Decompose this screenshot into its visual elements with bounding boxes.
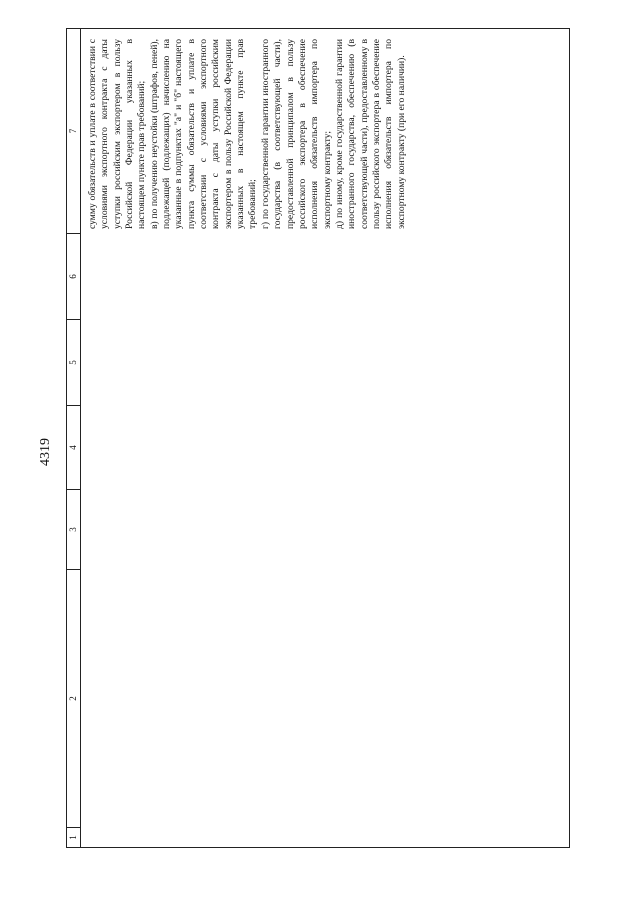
clause-d: д) по иному, кроме государственной гарантии иностранного государства, обеспечению (в соответствующей части), предоставленному в пользу российского экспортера в обеспечение исполнения обязательств импортера по экспортному контракту (при его наличии).	[333, 39, 407, 229]
clause-g: г) по государственной гарантии иностранного государства (в соответствующей части), предоставленной принципалом в пользу российского экспортера в обеспечение исполнения обязательств импортера по экспортному контракту;	[259, 39, 333, 229]
page-number: 4319	[38, 438, 53, 466]
column-header-1: 1	[67, 827, 80, 847]
column-header-3: 3	[67, 489, 80, 569]
column-header-4: 4	[67, 405, 80, 489]
clause-v: в) по получению неустойки (штрафов, пеней), подлежащей (подлежащих) начислению на указанные в подпунктах "а" и "б" настоящего пункта суммы обязательств и уплате в соответствии с условиями экспортного контракта с даты уступки российским экспортером в пользу Российской Федерации указанных в настоящем пункте прав требований;	[148, 39, 259, 229]
column-header-2: 2	[67, 569, 80, 827]
table-header-row	[67, 29, 81, 847]
data-table	[66, 28, 570, 848]
column-header-6: 6	[67, 233, 80, 319]
clause-continuation: сумму обязательств и уплате в соответствии с условиями экспортного контракта с даты уступки российским экспортером в пользу Российской Федерации указанных в настоящем пункте прав требований;	[87, 39, 148, 229]
column-header-7: 7	[68, 128, 78, 134]
column-7-text	[87, 39, 408, 229]
column-header-5: 5	[67, 319, 80, 405]
